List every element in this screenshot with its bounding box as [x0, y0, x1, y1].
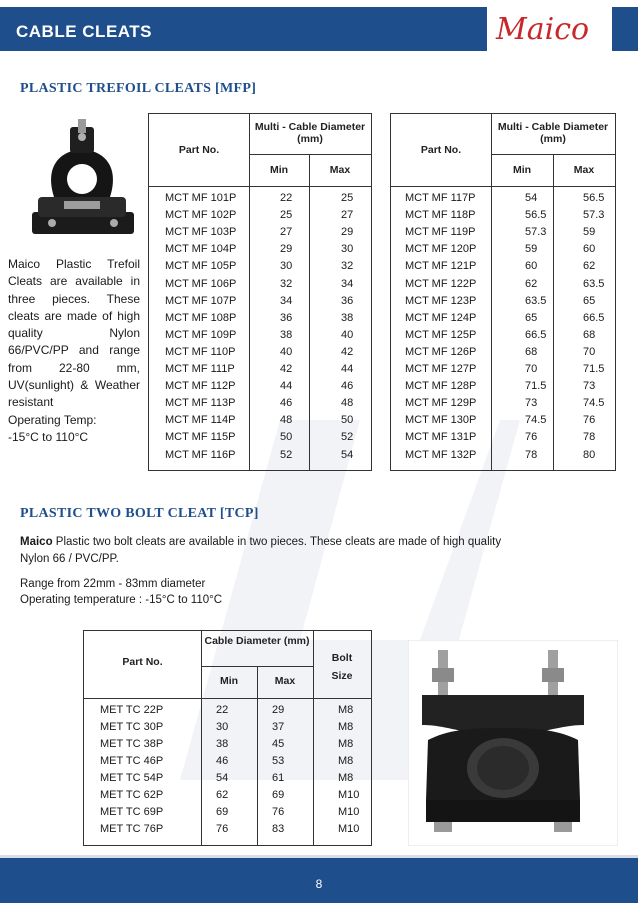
- value-cell: 44: [280, 380, 293, 393]
- value-cell: 34: [341, 277, 354, 290]
- value-cell: 42: [341, 345, 354, 358]
- part-number-cell: MCT MF 132P: [405, 448, 477, 461]
- value-cell: 44: [341, 363, 354, 375]
- value-cell: M10: [338, 789, 360, 801]
- page-title: CABLE CLEATS: [16, 22, 153, 41]
- part-number-cell: MET TC 22P: [100, 704, 164, 716]
- part-number-cell: MCT MF 114P: [165, 414, 236, 427]
- intro-text: Plastic two bolt cleats are available in two pieces. These cleats are made of high quality: [52, 536, 502, 548]
- table-header-diameter: Multi - Cable Diameter (mm): [254, 121, 366, 145]
- table-header-max: Max: [329, 164, 351, 176]
- part-number-cell: MCT MF 117P: [405, 192, 476, 204]
- part-number-cell: MCT MF 101P: [165, 192, 237, 204]
- value-cell: 46: [216, 755, 229, 767]
- twobolt-range: Range from 22mm - 83mm diameter: [20, 578, 206, 590]
- value-cell: 57.3: [583, 209, 605, 222]
- table-header-bolt-size: Bolt Size: [331, 652, 353, 682]
- value-cell: 62: [216, 789, 229, 801]
- value-cell: 45: [272, 738, 285, 750]
- part-number-cell: MCT MF 131P: [405, 431, 477, 444]
- value-cell: 38: [341, 311, 354, 324]
- value-cell: M8: [338, 772, 354, 784]
- value-cell: 22: [216, 704, 229, 716]
- part-number-cell: MCT MF 118P: [405, 209, 476, 222]
- value-cell: 30: [341, 243, 354, 256]
- value-cell: 80: [583, 448, 596, 461]
- value-cell: 76: [216, 823, 229, 835]
- part-number-cell: MCT MF 116P: [165, 448, 236, 461]
- part-number-cell: MCT MF 108P: [165, 311, 237, 324]
- twobolt-cleat-image: [408, 640, 618, 846]
- part-number-cell: MCT MF 121P: [405, 260, 477, 273]
- part-number-cell: MET TC 54P: [100, 772, 164, 784]
- value-cell: 76: [272, 806, 285, 818]
- part-number-cell: MCT MF 126P: [405, 345, 477, 358]
- value-cell: 40: [280, 345, 293, 358]
- value-cell: 62: [525, 277, 538, 290]
- value-cell: 22: [280, 192, 293, 204]
- table-header-diameter: Cable Diameter (mm): [204, 635, 310, 647]
- value-cell: 70: [583, 345, 596, 358]
- table-header-part-no: Part No.: [420, 144, 462, 156]
- trefoil-table-left: [148, 113, 372, 471]
- value-cell: 56.5: [525, 209, 547, 222]
- table-header-max: Max: [274, 675, 296, 687]
- trefoil-cleat-image: [24, 117, 140, 245]
- part-number-cell: MCT MF 109P: [165, 328, 237, 341]
- value-cell: 54: [525, 192, 538, 204]
- trefoil-description: [8, 256, 140, 446]
- value-cell: 66.5: [583, 311, 605, 324]
- trefoil-temp-value: -15°C to 110°C: [8, 429, 89, 444]
- part-number-cell: MCT MF 119P: [405, 226, 476, 239]
- part-number-cell: MCT MF 124P: [405, 311, 477, 324]
- value-cell: 69: [272, 789, 285, 801]
- twobolt-operating-temp: Operating temperature : -15°C to 110°C: [20, 594, 223, 606]
- value-cell: 46: [341, 380, 354, 393]
- part-number-cell: MCT MF 115P: [165, 431, 236, 444]
- twobolt-section-title: PLASTIC TWO BOLT CLEAT [TCP]: [20, 506, 259, 521]
- part-number-cell: MCT MF 102P: [165, 209, 237, 222]
- value-cell: M10: [338, 823, 360, 835]
- value-cell: 60: [525, 260, 538, 273]
- value-cell: 60: [583, 243, 596, 256]
- value-cell: 59: [583, 226, 596, 239]
- value-cell: 63.5: [525, 294, 547, 307]
- part-number-cell: MET TC 62P: [100, 789, 164, 801]
- twobolt-intro-line2: Nylon 66 / PVC/PP.: [20, 553, 119, 565]
- value-cell: 66.5: [525, 328, 547, 341]
- value-cell: 59: [525, 243, 538, 256]
- value-cell: 57.3: [525, 226, 547, 239]
- table-header-diameter: Multi - Cable Diameter (mm): [497, 121, 609, 145]
- value-cell: 63.5: [583, 277, 605, 290]
- part-number-cell: MCT MF 107P: [165, 294, 237, 307]
- value-cell: 62: [583, 260, 596, 273]
- value-cell: 27: [341, 209, 354, 222]
- value-cell: 48: [280, 414, 293, 427]
- value-cell: 74.5: [583, 397, 605, 410]
- value-cell: 37: [272, 721, 285, 733]
- value-cell: 54: [341, 448, 354, 461]
- twobolt-table: [83, 630, 372, 846]
- trefoil-temp-label: Operating Temp:: [8, 412, 97, 427]
- value-cell: 76: [583, 414, 596, 427]
- value-cell: 50: [341, 414, 354, 427]
- value-cell: 32: [280, 277, 293, 290]
- part-number-cell: MCT MF 130P: [405, 414, 477, 427]
- part-number-cell: MCT MF 123P: [405, 294, 477, 307]
- value-cell: 29: [280, 243, 293, 256]
- part-number-cell: MCT MF 128P: [405, 380, 477, 393]
- value-cell: 56.5: [583, 192, 605, 204]
- page-number: 8: [315, 877, 323, 891]
- value-cell: 48: [341, 397, 354, 410]
- value-cell: 38: [280, 328, 293, 341]
- value-cell: 71.5: [525, 380, 547, 393]
- value-cell: 52: [280, 448, 293, 461]
- maico-logo: Maico: [496, 12, 590, 47]
- brand-name: Maico: [20, 536, 53, 548]
- value-cell: 83: [272, 823, 285, 835]
- value-cell: 68: [583, 328, 596, 341]
- value-cell: 36: [280, 311, 293, 324]
- part-number-cell: MET TC 46P: [100, 755, 164, 767]
- value-cell: 34: [280, 294, 293, 307]
- table-header-min: Min: [269, 164, 289, 176]
- value-cell: 38: [216, 738, 229, 750]
- value-cell: 25: [280, 209, 293, 222]
- trefoil-description-text: Maico Plastic Trefoil Cleats are available in three pieces. These cleats are made of high quality Nylon 66/PVC/PP and range from 22-80 mm, UV(sunlight) & Weather resistant: [8, 257, 140, 410]
- header-bar-accent: [612, 7, 638, 51]
- part-number-cell: MCT MF 129P: [405, 397, 477, 410]
- value-cell: 46: [280, 397, 293, 410]
- value-cell: 69: [216, 806, 229, 818]
- part-number-cell: MCT MF 104P: [165, 243, 237, 256]
- value-cell: 29: [272, 704, 285, 716]
- value-cell: 65: [525, 311, 538, 324]
- value-cell: 70: [525, 363, 538, 375]
- value-cell: 74.5: [525, 414, 547, 427]
- value-cell: 76: [525, 431, 538, 444]
- part-number-cell: MCT MF 111P: [165, 363, 235, 375]
- table-header-part-no: Part No.: [178, 144, 220, 156]
- part-number-cell: MET TC 69P: [100, 806, 164, 818]
- part-number-cell: MET TC 38P: [100, 738, 164, 750]
- value-cell: 78: [525, 448, 538, 461]
- part-number-cell: MET TC 30P: [100, 721, 164, 733]
- value-cell: 42: [280, 363, 293, 375]
- table-header-max: Max: [573, 164, 595, 176]
- part-number-cell: MCT MF 106P: [165, 277, 237, 290]
- value-cell: 71.5: [583, 363, 605, 375]
- value-cell: 32: [341, 260, 354, 273]
- part-number-cell: MET TC 76P: [100, 823, 164, 835]
- part-number-cell: MCT MF 120P: [405, 243, 477, 256]
- value-cell: 29: [341, 226, 354, 239]
- value-cell: 73: [525, 397, 538, 410]
- part-number-cell: MCT MF 125P: [405, 328, 477, 341]
- value-cell: 30: [216, 721, 229, 733]
- value-cell: M8: [338, 755, 354, 767]
- twobolt-intro-line1: [20, 536, 501, 548]
- value-cell: M8: [338, 704, 354, 716]
- part-number-cell: MCT MF 103P: [165, 226, 237, 239]
- value-cell: 52: [341, 431, 354, 444]
- table-header-part-no: Part No.: [122, 656, 163, 668]
- value-cell: 30: [280, 260, 293, 273]
- page-header: [0, 0, 638, 58]
- value-cell: 40: [341, 328, 354, 341]
- value-cell: M10: [338, 806, 360, 818]
- trefoil-section-title: PLASTIC TREFOIL CLEATS [MFP]: [20, 81, 257, 96]
- part-number-cell: MCT MF 113P: [165, 397, 236, 410]
- value-cell: 50: [280, 431, 293, 444]
- value-cell: M8: [338, 738, 354, 750]
- value-cell: 78: [583, 431, 596, 444]
- value-cell: 68: [525, 345, 538, 358]
- value-cell: 25: [341, 192, 354, 204]
- part-number-cell: MCT MF 122P: [405, 277, 477, 290]
- part-number-cell: MCT MF 105P: [165, 260, 237, 273]
- table-header-min: Min: [219, 675, 239, 687]
- trefoil-table-right: [390, 113, 616, 471]
- part-number-cell: MCT MF 127P: [405, 363, 477, 375]
- value-cell: 36: [341, 294, 354, 307]
- value-cell: 65: [583, 294, 596, 307]
- value-cell: 27: [280, 226, 293, 239]
- part-number-cell: MCT MF 110P: [165, 345, 236, 358]
- value-cell: 54: [216, 772, 229, 784]
- value-cell: 61: [272, 772, 285, 784]
- value-cell: M8: [338, 721, 354, 733]
- part-number-cell: MCT MF 112P: [165, 380, 236, 393]
- table-header-min: Min: [512, 164, 532, 176]
- value-cell: 73: [583, 380, 596, 393]
- value-cell: 53: [272, 755, 285, 767]
